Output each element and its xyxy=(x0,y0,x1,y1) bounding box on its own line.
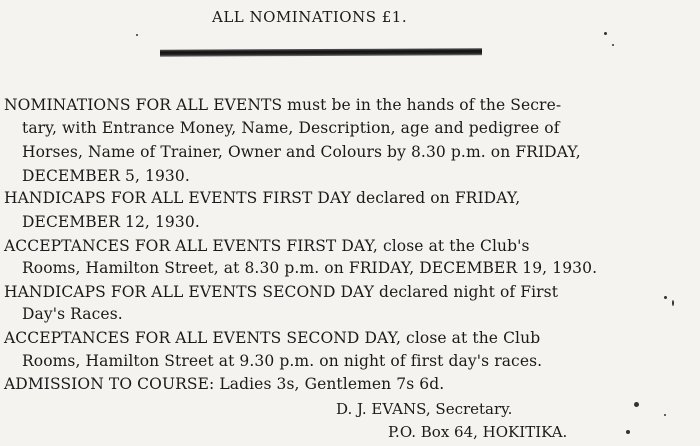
handicaps-first-day-line-2: DECEMBER 12, 1930. xyxy=(22,213,200,231)
handicaps-first-day-line-1: HANDICAPS FOR ALL EVENTS FIRST DAY declared on FRIDAY, xyxy=(4,189,521,207)
ink-speck xyxy=(604,32,607,35)
ink-speck xyxy=(664,414,666,416)
ink-speck xyxy=(136,34,138,36)
nominations-line-2: tary, with Entrance Money, Name, Description, age and pedigree of xyxy=(22,119,560,137)
acceptances-second-day-line-2: Rooms, Hamilton Street at 9.30 p.m. on night of first day's races. xyxy=(22,352,543,370)
ink-speck xyxy=(626,430,630,434)
ink-speck xyxy=(612,44,614,46)
acceptances-first-day-line-2: Rooms, Hamilton Street, at 8.30 p.m. on FRIDAY, DECEMBER 19, 1930. xyxy=(22,259,598,277)
heading-divider-rule xyxy=(160,48,482,56)
acceptances-second-day-line-1: ACCEPTANCES FOR ALL EVENTS SECOND DAY, close at the Club xyxy=(4,329,541,347)
nominations-line-3: Horses, Name of Trainer, Owner and Colours by 8.30 p.m. on FRIDAY, xyxy=(22,143,581,161)
ink-speck xyxy=(664,296,667,299)
ink-speck xyxy=(672,300,674,306)
acceptances-first-day-line-1: ACCEPTANCES FOR ALL EVENTS FIRST DAY, close at the Club's xyxy=(4,237,530,255)
postal-address: P.O. Box 64, HOKITIKA. xyxy=(388,423,568,441)
handicaps-second-day-line-1: HANDICAPS FOR ALL EVENTS SECOND DAY declared night of First xyxy=(4,283,559,301)
secretary-signature: D. J. EVANS, Secretary. xyxy=(336,400,513,418)
ink-speck xyxy=(634,402,639,407)
nominations-fee-heading: ALL NOMINATIONS £1. xyxy=(212,8,408,26)
nominations-line-4: DECEMBER 5, 1930. xyxy=(22,167,190,185)
admission-line: ADMISSION TO COURSE: Ladies 3s, Gentlemen 7s 6d. xyxy=(4,375,445,393)
nominations-line-1: NOMINATIONS FOR ALL EVENTS must be in the hands of the Secre- xyxy=(4,96,562,114)
handicaps-second-day-line-2: Day's Races. xyxy=(22,305,123,323)
